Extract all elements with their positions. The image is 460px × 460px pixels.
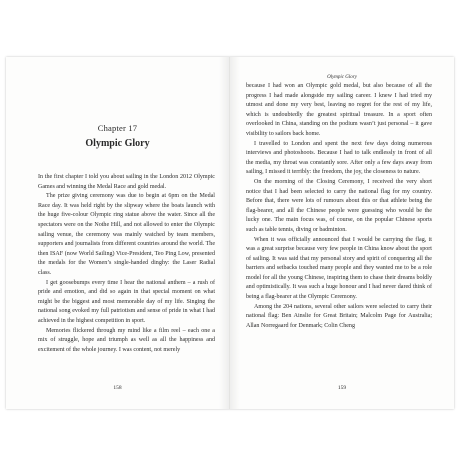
right-body-text — [246, 82, 432, 331]
page-number-right: 159 — [337, 385, 347, 391]
chapter-title: Olympic Glory — [85, 138, 150, 149]
paragraph: I get goosebumps every time I hear the national anthem – a rush of pride and emotion, and did so again in that special moment on what might be the biggest and most memorable day of my life. Singing the national song evoked my full patriotism and sense of pride in what I had achieved in the highest competition in sport. — [38, 279, 215, 324]
left-body-text — [38, 173, 215, 355]
running-head: Olympic Glory — [327, 75, 357, 80]
paragraph: because I had won an Olympic gold medal, but also because of all the progress I had made alongside my sailing career. I knew I had tried my utmost and done my very best, leaving no regret for the rest of my life, which is undoubtedly the greatest spiritual treasure. In a sport often overlooked in China, standing on the podium wasn’t just personal – it gave visibility to sailors back home. — [246, 83, 432, 137]
book-spread — [6, 57, 454, 409]
paragraph: On the morning of the Closing Ceremony, I received the very short notice that I had been selected to carry the national flag for my country. Before that, there were lots of rumours about this or that athlete being the flag-bearer, and all the Chinese people were guessing who would be the lucky one. The main focus was, of course, on the popular Chinese sports such as table tennis, diving or badminton. — [246, 178, 432, 233]
paragraph: Memories flickered through my mind like a film reel – each one a mix of struggle, hope and triumph as well as all the happiness and excitement of the whole journey. I was content, not merely — [38, 327, 215, 353]
chapter-label: Chapter 17 — [97, 123, 138, 133]
left-page — [6, 57, 230, 409]
paragraph: In the first chapter I told you about sailing in the London 2012 Olympic Games and winning the Medal Race and gold medal. — [38, 174, 215, 190]
paragraph: I travelled to London and spent the next few days doing numerous interviews and photoshoots. Because I had to talk endlessly in front of all the media, my throat was constantly sore. After only a few days away from sailing, I missed it terribly: the freedom, the joy, the closeness to nature. — [246, 140, 432, 176]
paragraph: When it was officially announced that I would be carrying the flag, it was a great surprise because very few people in China know about the sport of sailing. It was said that my personal story and spirit of conquering all the barriers and setbacks touched many people and they wanted me to be a role model for all the young Chinese, inspiring them to chase their dreams boldly and optimistically. It was such a huge honour and I had never dared think of being a flag-bearer at the Olympic Ceremony. — [246, 236, 432, 301]
page-number-left: 158 — [113, 385, 122, 391]
paragraph: Among the 204 nations, several other sailors were selected to carry their national flag: Ben Ainslie for Great Britain; Malcolm Page for Australia; Allan Norregaard for Denmark; Colin Cheng — [246, 303, 432, 329]
right-page — [230, 57, 454, 409]
paragraph: The prize giving ceremony was due to begin at 6pm on the Medal Race day. It was held right by the slipway where the boats launch with the huge five-colour Olympic ring statue above the water. Since all the spectators were on the Nothe Hill, and not allowed to enter the Olympic sailing venue, the ceremony was mainly watched by team members, supporters and journalists from different countries around the world. The then ISAF (now World Sailing) Vice-President, Teo Ping Low, presented the medals for the Women’s single-handed dinghy: the Laser Radial class. — [38, 193, 215, 276]
